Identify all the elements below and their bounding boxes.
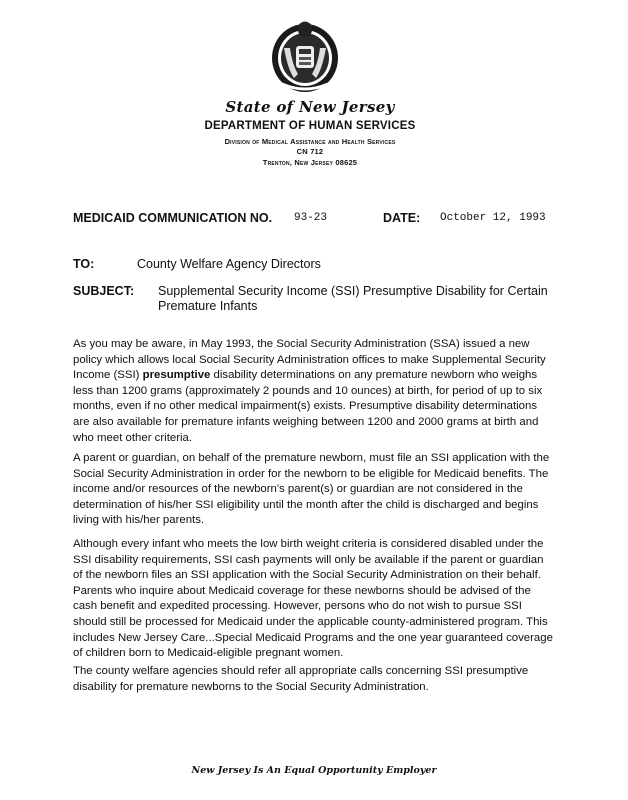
state-seal-image: [268, 18, 342, 94]
department-heading: DEPARTMENT OF HUMAN SERVICES: [204, 120, 416, 132]
subject-label: SUBJECT:: [73, 284, 135, 298]
footer-equal-opportunity: New Jersey Is An Equal Opportunity Employer: [191, 765, 437, 776]
division-line: Division of Medical Assistance and Health Services: [224, 137, 396, 146]
subject-line-1: Supplemental Security Income (SSI) Presumptive Disability for Certain: [158, 284, 548, 298]
body-paragraph-1: [73, 337, 553, 446]
date-value: October 12, 1993: [440, 212, 546, 224]
paragraph-1-text-end: disability determinations on any premature newborn who weighs less than 1200 grams (approximately 2 pounds and 10 ounces) at birth, for period of up to six months, even if no other medical impairment(s) exists. Presumptive disability determinations are also available for premature infants weighing between 1200 and 2000 grams at birth and who meet other criteria.: [73, 369, 543, 444]
to-label: TO:: [73, 257, 95, 271]
state-name-heading: State of New Jersey: [225, 98, 395, 116]
subject-value: [158, 284, 558, 314]
address-line: Trenton, New Jersey 08625: [262, 158, 358, 167]
to-value: County Welfare Agency Directors: [137, 257, 321, 271]
communication-number-label: MEDICAID COMMUNICATION NO.: [73, 211, 273, 225]
cn-line: CN 712: [296, 147, 324, 156]
date-label: DATE:: [383, 211, 421, 225]
subject-line-2: Premature Infants: [158, 299, 258, 313]
body-paragraph-3: Although every infant who meets the low birth weight criteria is considered disabled under the SSI disability requirements, SSI cash payments will only be available if the parent or guardian of the newborn files an SSI application with the Social Security Administration on their behalf. Parents who inquire about Medicaid coverage for these newborns should be advised of the cash benefit and expedited processing. However, persons who do not wish to pursue SSI should still be processed for Medicaid under the applicable county-administered program. This includes New Jersey Care...Special Medicaid Programs and the one year guaranteed coverage of children born to Medicaid-eligible pregnant women.: [73, 538, 553, 660]
body-paragraph-4: The county welfare agencies should refer all appropriate calls concerning SSI presumptive disability for premature newborns to the Social Security Administration.: [73, 665, 529, 693]
body-paragraph-2: A parent or guardian, on behalf of the premature newborn, must file an SSI application with the Social Security Administration in order for the newborn to be eligible for Medicaid benefits. The income and/or resources of the newborn's parent(s) or guardian are not considered in the determination of his/her SSI eligibility until the month after the child is discharged and begins living with his/her parents.: [73, 452, 550, 527]
paragraph-1-text-start: As you may be aware, in May 1993, the Social Security Administration (SSA) issued a new policy which allows local Social Security Administration offices to make Supplemental Security Income (SSI): [73, 338, 546, 382]
paragraph-1-bold-term: presumptive: [142, 369, 211, 382]
communication-number-value: 93-23: [294, 212, 328, 224]
